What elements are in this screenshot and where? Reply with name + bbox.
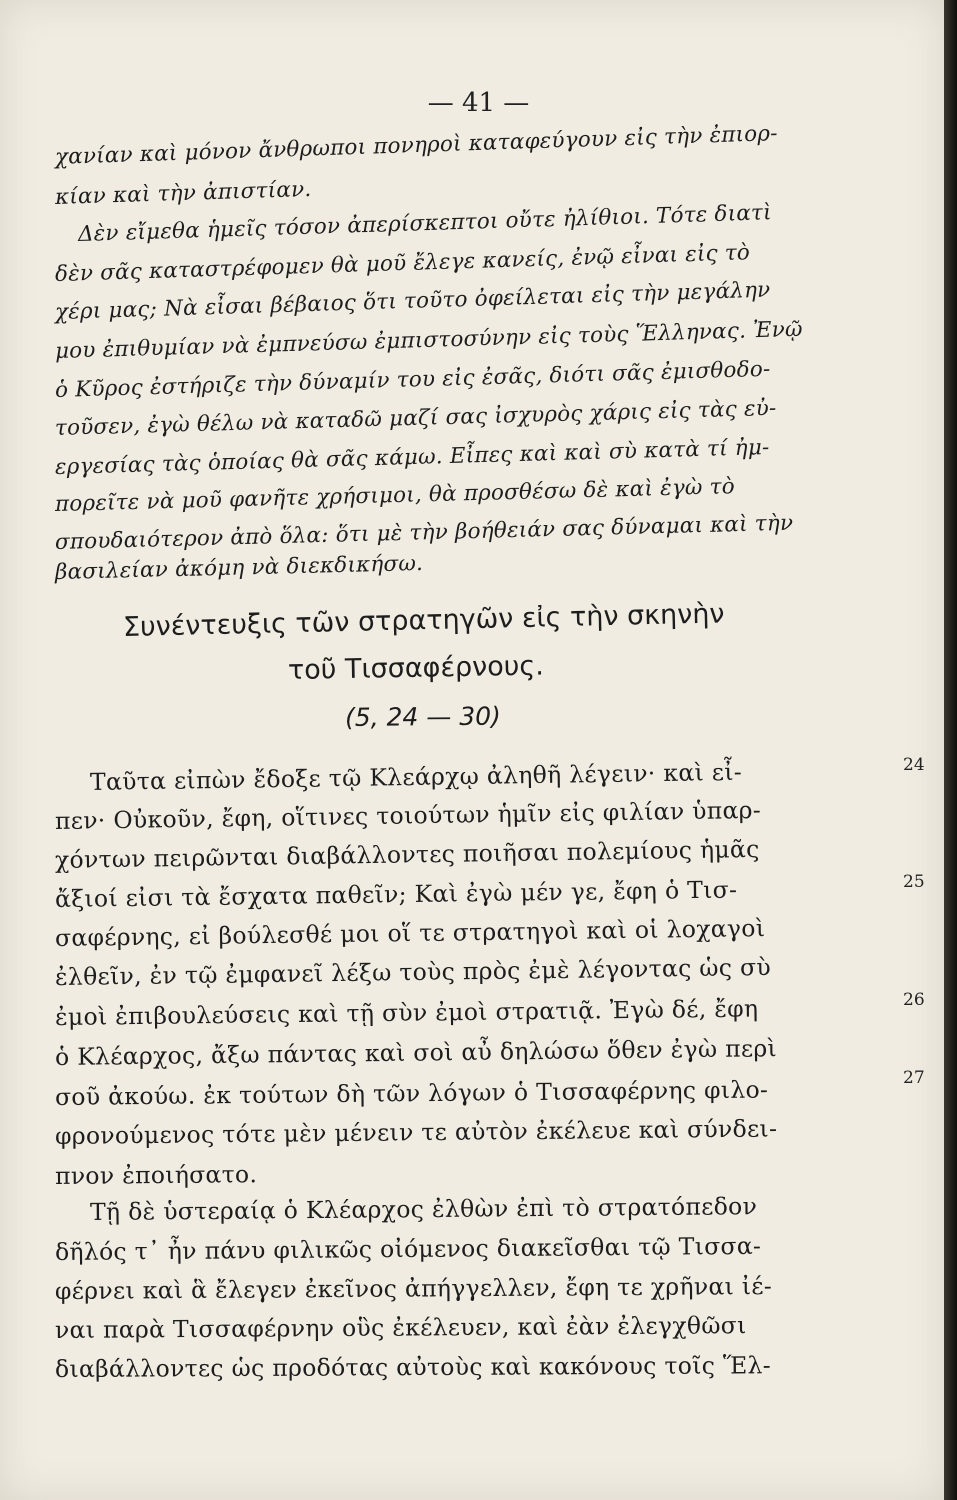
text-line: φρονούμενος τότε μὲν μένειν τε αὐτὸν ἐκέλευε καὶ σύνδει- xyxy=(54,1114,778,1150)
text-line: πνον ἐποιήσατο. xyxy=(54,1160,258,1190)
margin-section-number: 26 xyxy=(903,990,925,1010)
section-reference: (5, 24 — 30) xyxy=(344,701,501,732)
text-line: ναι παρὰ Τισσαφέρνην οὓς ἐκέλευεν, καὶ ἐὰν ἐλεγχθῶσι xyxy=(54,1311,747,1344)
text-line: Δὲν εἴμεθα ἡμεῖς τόσον ἀπερίσκεπτοι οὔτε ἠλίθιοι. Τότε διατὶ xyxy=(77,200,773,247)
text-line: δῆλός τ᾽ ἦν πάνυ φιλικῶς οἰόμενος διακεῖσθαι τῷ Τισσα- xyxy=(54,1231,762,1266)
margin-section-number: 25 xyxy=(903,872,925,892)
text-line: ἐλθεῖν, ἐν τῷ ἐμφανεῖ λέξω τοὺς πρὸς ἐμὲ λέγοντας ὡς σὺ xyxy=(54,953,772,991)
text-line: σαφέρνης, εἰ βούλεσθέ μοι οἵ τε στρατηγοὶ καὶ οἱ λοχαγοὶ xyxy=(54,914,766,952)
page-edge xyxy=(944,0,957,1500)
text-line: εργεσίας τὰς ὁποίας θὰ σᾶς κάμω. Εἶπες καὶ καὶ σὺ κατὰ τί ἠμ- xyxy=(54,435,770,480)
text-line: κίαν καὶ τὴν ἀπιστίαν. xyxy=(54,176,312,210)
text-line: διαβάλλοντες ὡς προδότας αὐτοὺς καὶ κακόνους τοῖς Ἕλ- xyxy=(54,1351,772,1383)
margin-section-number: 27 xyxy=(903,1068,925,1088)
text-line: δὲν σᾶς καταστρέφομεν θὰ μοῦ ἔλεγε κανείς, ἐνῷ εἶναι εἰς τὸ xyxy=(54,240,751,287)
section-heading-continued: τοῦ Τισσαφέρνους. xyxy=(287,650,545,686)
text-line: μου ἐπιθυμίαν νὰ ἐμπνεύσω ἐμπιστοσύνην εἰς τοὺς Ἕλληνας. Ἐνῷ xyxy=(54,316,804,364)
text-line: σπουδαιότερον ἀπὸ ὅλα: ὅτι μὲ τὴν βοήθειάν σας δύναμαι καὶ τὴν xyxy=(54,510,794,555)
text-line: ἄξιοί εἰσι τὰ ἔσχατα παθεῖν; Καὶ ἐγὼ μέν γε, ἔφη ὁ Τισ- xyxy=(54,875,738,913)
margin-section-number: 24 xyxy=(903,755,925,775)
text-line: τοῦσεν, ἐγὼ θέλω νὰ καταδῶ μαζί σας ἰσχυρὸς χάρις εἰς τὰς εὐ- xyxy=(54,395,777,441)
page-number: — 41 — xyxy=(427,88,530,118)
text-line: ἐμοὶ ἐπιβουλεύσεις καὶ τῇ σὺν ἐμοὶ στρατιᾷ. Ἐγὼ δέ, ἔφη xyxy=(54,994,759,1031)
text-line: πορεῖτε νὰ μοῦ φανῆτε χρήσιμοι, θὰ προσθέσω δὲ καὶ ἐγὼ τὸ xyxy=(54,474,736,517)
text-line: ὁ Κῦρος ἐστήριζε τὴν δύναμίν του εἰς ἐσᾶς, διότι σᾶς ἐμισθοδο- xyxy=(54,356,771,403)
text-line: χόντων πειρῶνται διαβάλλοντες ποιῆσαι πολεμίους ἡμᾶς xyxy=(54,834,760,874)
text-line: πεν· Οὐκοῦν, ἔφη, οἵτινες τοιούτων ἡμῖν εἰς φιλίαν ὑπαρ- xyxy=(54,795,762,835)
text-line: χανίαν καὶ μόνον ἄνθρωποι πονηροὶ καταφεύγουν εἰς τὴν ἐπιορ- xyxy=(54,121,779,170)
text-line: σοῦ ἀκούω. ἐκ τούτων δὴ τῶν λόγων ὁ Τισσαφέρνης φιλο- xyxy=(54,1075,769,1111)
section-heading: Συνέντευξις τῶν στρατηγῶν εἰς τὴν σκηνὴν xyxy=(122,598,725,643)
text-line: Ταῦτα εἰπὼν ἔδοξε τῷ Κλεάρχῳ ἀληθῆ λέγειν· καὶ εἶ- xyxy=(89,757,743,796)
text-line: βασιλείαν ἀκόμη νὰ διεκδικήσω. xyxy=(54,551,424,585)
text-line: φέρνει καὶ ἃ ἔλεγεν ἐκεῖνος ἀπήγγελλεν, ἔφη τε χρῆναι ἰέ- xyxy=(54,1271,773,1305)
text-line: χέρι μας; Νὰ εἶσαι βέβαιος ὅτι τοῦτο ὀφείλεται εἰς τὴν μεγάλην xyxy=(54,277,771,325)
text-line: Τῇ δὲ ὑστεραίᾳ ὁ Κλέαρχος ἐλθὼν ἐπὶ τὸ στρατόπεδον xyxy=(89,1192,758,1226)
text-line: ὁ Κλέαρχος, ἄξω πάντας καὶ σοὶ αὖ δηλώσω ὅθεν ἐγὼ περὶ xyxy=(54,1034,778,1071)
